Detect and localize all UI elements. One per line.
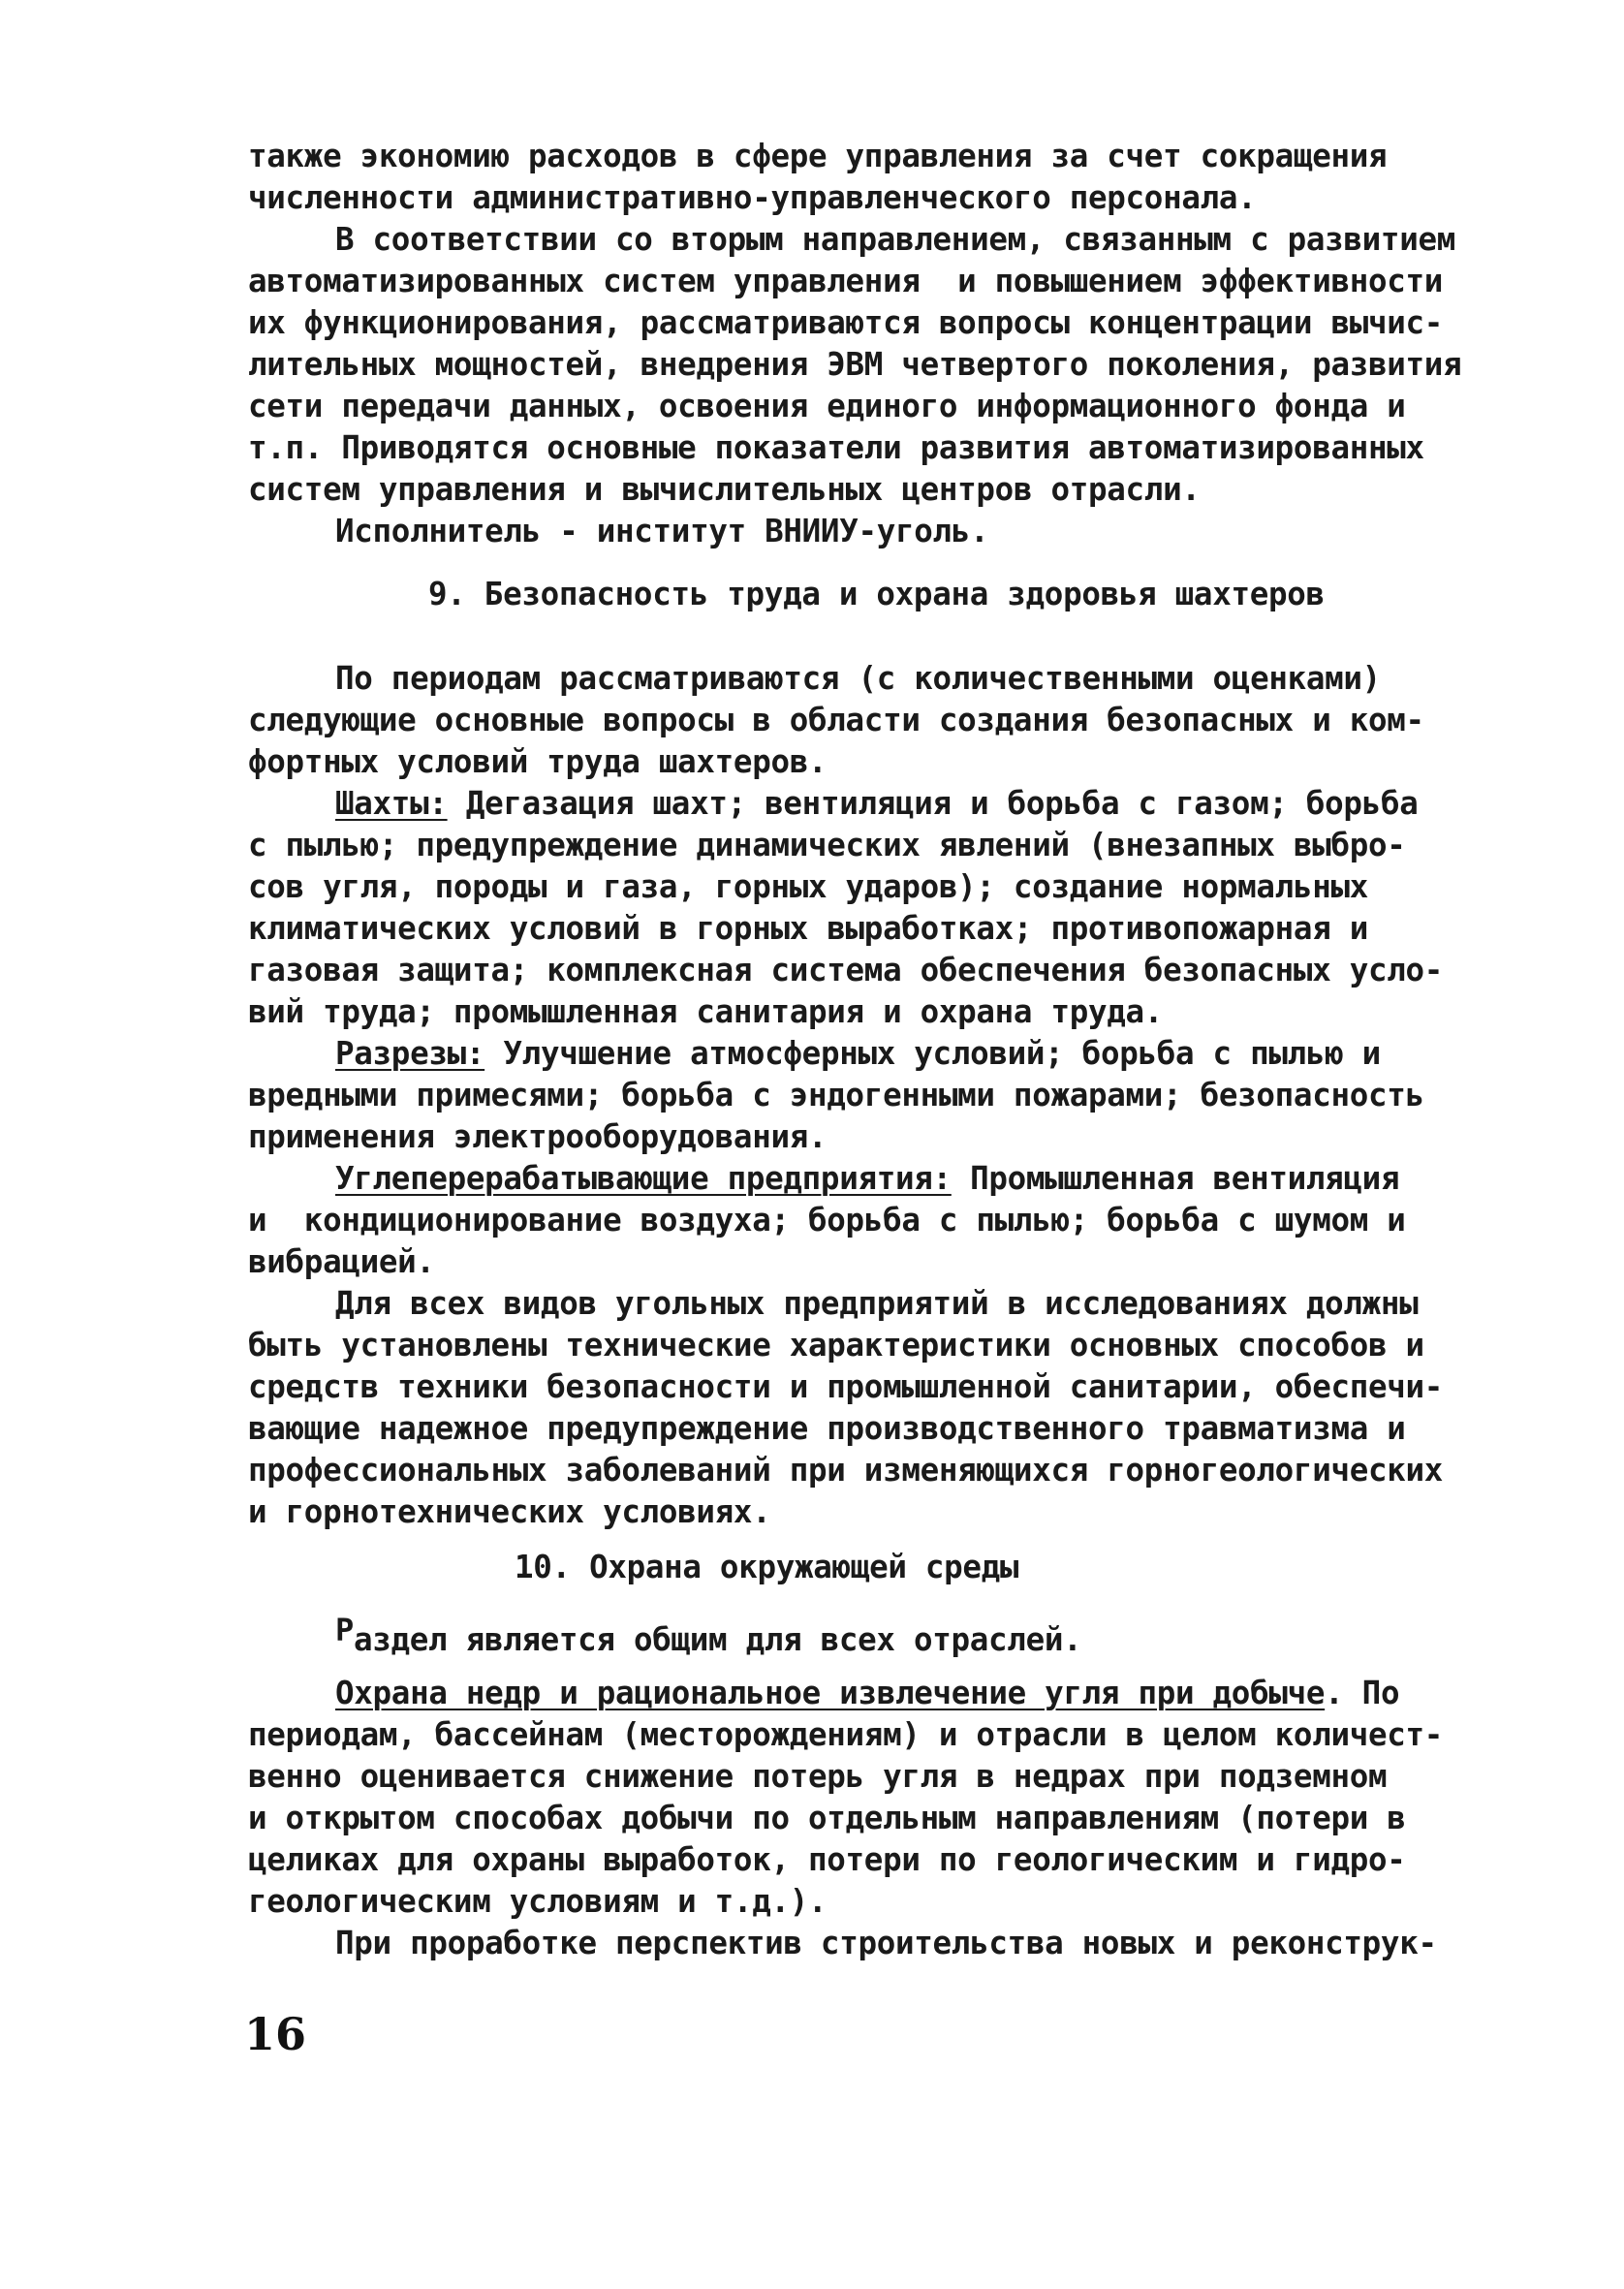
text-line: сов угля, породы и газа, горных ударов); создание нормальных bbox=[248, 868, 1368, 905]
text-line: следующие основные вопросы в области создания безопасных и ком- bbox=[248, 702, 1424, 738]
text-line: сети передачи данных, освоения единого информационного фонда и bbox=[248, 388, 1406, 424]
text-line: газовая защита; комплексная система обеспечения безопасных усло- bbox=[248, 952, 1444, 988]
text-line: целиках для охраны выработок, потери по геологическим и гидро- bbox=[248, 1841, 1406, 1878]
mines-first-line bbox=[248, 783, 1419, 825]
text-line: и горнотехнических условиях. bbox=[248, 1493, 771, 1530]
section-10-intro-cap: Р bbox=[335, 1612, 354, 1648]
text-line: периодам, бассейнам (месторождениям) и отрасли в целом количест- bbox=[248, 1716, 1444, 1753]
page-number: 16 bbox=[244, 2008, 307, 2060]
text-line: геологическим условиям и т.д.). bbox=[248, 1883, 828, 1920]
text-line: и открытом способах добычи по отдельным направлениям (потери в bbox=[248, 1800, 1406, 1836]
section-10-intro bbox=[248, 1610, 1411, 1658]
text-line: венно оценивается снижение потерь угля в недрах при подземном bbox=[248, 1758, 1388, 1795]
text-line: и кондиционирование воздуха; борьба с пылью; борьба с шумом и bbox=[248, 1202, 1406, 1239]
text-line: численности административно-управленческого персонала. bbox=[248, 179, 1257, 216]
section-10-intro-rest: аздел является общим для всех отраслей. bbox=[353, 1621, 1082, 1658]
text-line: их функционирования, рассматриваются вопросы концентрации вычис- bbox=[248, 304, 1444, 341]
pits-label: Разрезы: bbox=[335, 1035, 485, 1072]
text-line: Для всех видов угольных предприятий в исследованиях должны bbox=[335, 1285, 1419, 1322]
text-line: фортных условий труда шахтеров. bbox=[248, 743, 828, 780]
subsoil-label: Охрана недр и рациональное извлечение угля при добыче bbox=[335, 1675, 1326, 1711]
text-line: быть установлены технические характеристики основных способов и bbox=[248, 1327, 1424, 1364]
text-line: По периодам рассматриваются (с количественными оценками) bbox=[335, 660, 1381, 697]
text-line: автоматизированных систем управления и повышением эффективности bbox=[248, 263, 1444, 299]
text-line: вибрацией. bbox=[248, 1243, 435, 1280]
subsoil-first-text: . По bbox=[1325, 1675, 1400, 1711]
pits-first-line bbox=[248, 1033, 1411, 1075]
processing-first-line bbox=[248, 1158, 1411, 1200]
text-line: В соответствии со вторым направлением, связанным с развитием bbox=[335, 221, 1455, 258]
section-9-heading: 9. Безопасность труда и охрана здоровья шахтеров bbox=[428, 576, 1325, 612]
text-line: с пылью; предупреждение динамических явлений (внезапных выбро- bbox=[248, 827, 1406, 863]
text-line: При проработке перспектив строительства новых и реконструк- bbox=[335, 1925, 1437, 1961]
subsoil-first-line bbox=[248, 1673, 1411, 1714]
section-10-heading: 10. Охрана окружающей среды bbox=[515, 1549, 1019, 1585]
text-line: климатических условий в горных выработках; противопожарная и bbox=[248, 910, 1368, 947]
pits-first-text: Улучшение атмосферных условий; борьба с пылью и bbox=[484, 1035, 1381, 1072]
text-line: систем управления и вычислительных центров отрасли. bbox=[248, 471, 1201, 508]
text-line: вредными примесями; борьба с эндогенными пожарами; безопасность bbox=[248, 1077, 1424, 1113]
text-line: профессиональных заболеваний при изменяющихся горногеологических bbox=[248, 1452, 1444, 1489]
processing-label: Углеперерабатывающие предприятия: bbox=[335, 1160, 952, 1197]
text-line: также экономию расходов в сфере управления за счет сокращения bbox=[248, 138, 1388, 174]
executor-line: Исполнитель - институт ВНИИУ-уголь. bbox=[335, 513, 989, 549]
text-line: средств техники безопасности и промышленной санитарии, обеспечи- bbox=[248, 1368, 1444, 1405]
text-line: вающие надежное предупреждение производственного травматизма и bbox=[248, 1410, 1406, 1447]
processing-first-text: Промышленная вентиляция bbox=[951, 1160, 1400, 1197]
text-line: вий труда; промышленная санитария и охрана труда. bbox=[248, 993, 1164, 1030]
document-page bbox=[248, 136, 1462, 1964]
mines-label: Шахты: bbox=[335, 785, 448, 822]
text-line: лительных мощностей, внедрения ЭВМ четвертого поколения, развития bbox=[248, 346, 1462, 383]
text-line: применения электрооборудования. bbox=[248, 1118, 828, 1155]
mines-first-text: Дегазация шахт; вентиляция и борьба с газом; борьба bbox=[447, 785, 1419, 822]
text-line: т.п. Приводятся основные показатели развития автоматизированных bbox=[248, 429, 1424, 466]
